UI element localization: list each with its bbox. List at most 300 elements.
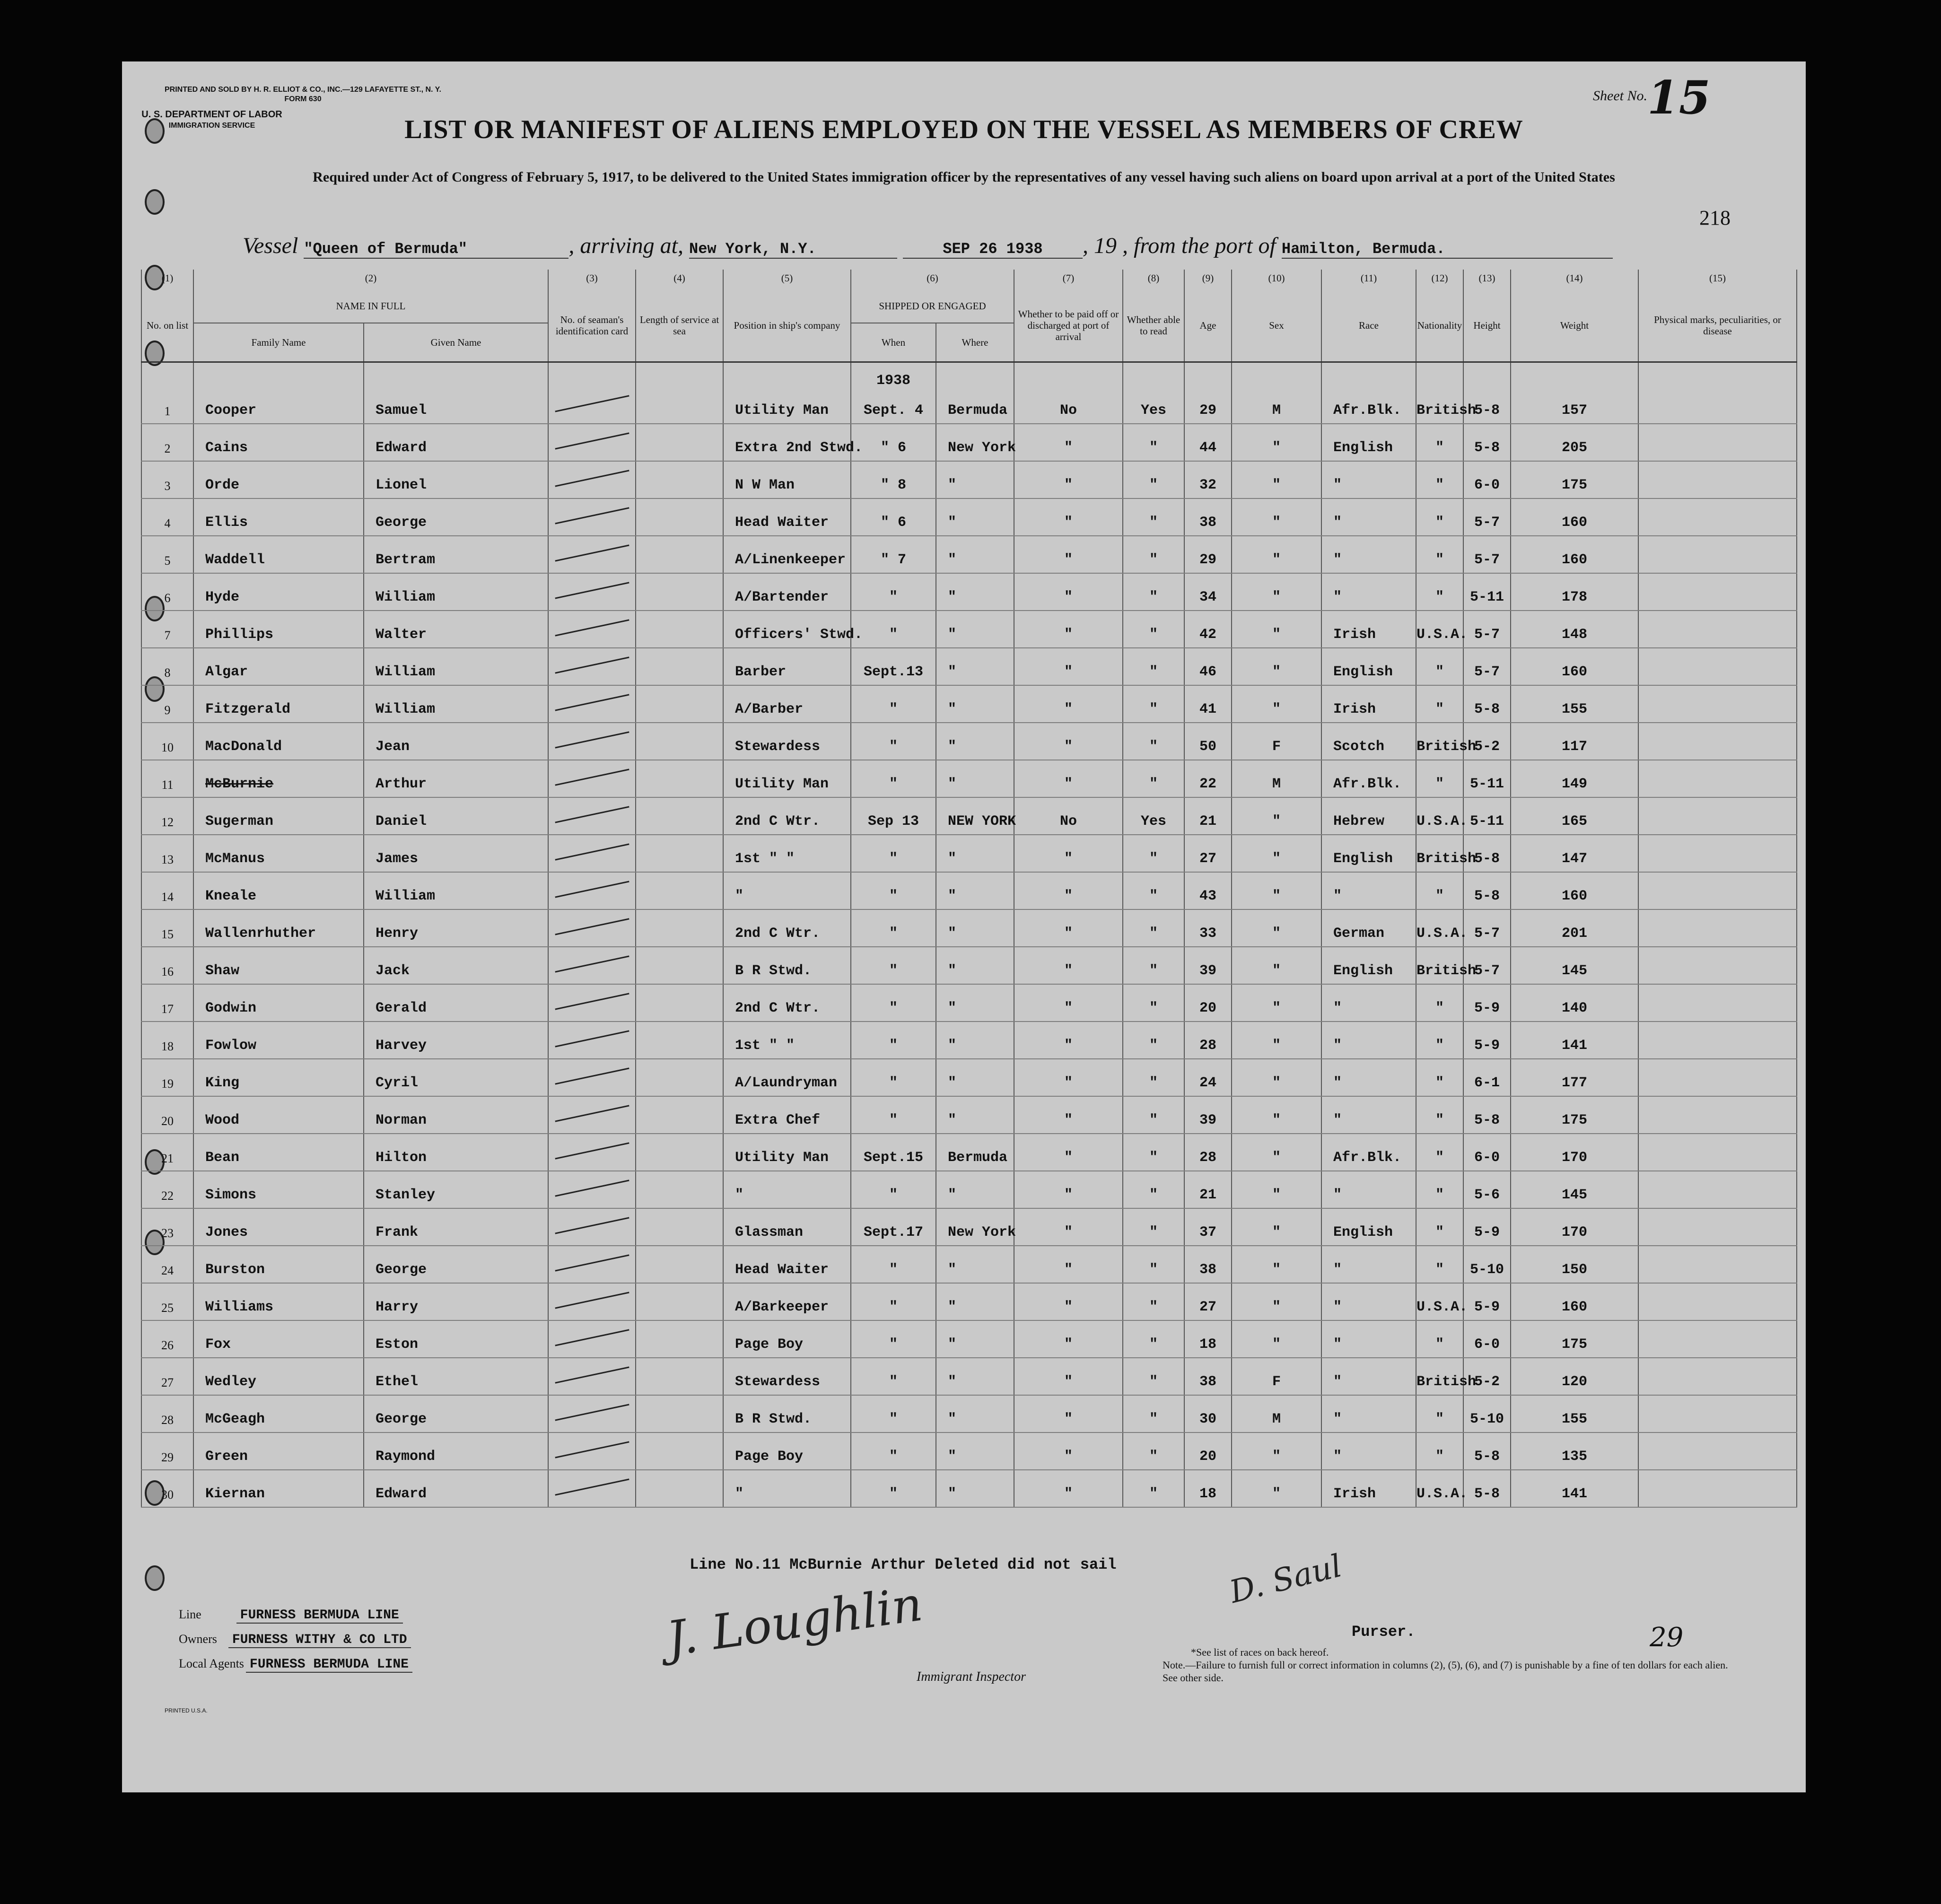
age: 28 [1184,1134,1232,1171]
sex: M [1232,760,1321,797]
race: " [1321,1320,1416,1358]
weight: 170 [1511,1208,1638,1246]
age: 21 [1184,797,1232,835]
position: " [723,1470,851,1507]
nationality-header: Nationality [1416,289,1463,362]
race: Irish [1321,685,1416,723]
row-number: 28 [141,1395,193,1432]
family-name: Wallenrhuther [193,909,364,947]
weight: 177 [1511,1059,1638,1096]
given-name: Stanley [364,1171,548,1208]
check-mark-icon [555,1217,629,1234]
sex: " [1232,835,1321,872]
paid-off: " [1014,1096,1123,1134]
shipped-where: " [936,1283,1014,1320]
able-to-read: " [1123,498,1184,536]
height: 6-0 [1463,1134,1511,1171]
able-to-read: " [1123,947,1184,984]
position: Utility Man [723,760,851,797]
col-num: (7) [1014,270,1123,289]
length-service-cell [636,461,723,498]
page-title: LIST OR MANIFEST OF ALIENS EMPLOYED ON THE VESSEL AS MEMBERS OF CREW [404,115,1523,144]
weight: 175 [1511,461,1638,498]
race: Irish [1321,611,1416,648]
marks-cell [1638,1059,1797,1096]
position: B R Stwd. [723,947,851,984]
marks-cell [1638,1358,1797,1395]
marks-cell [1638,1283,1797,1320]
crew-table-wrap [141,270,1796,1613]
id-card-tick [548,1171,636,1208]
able-to-read: " [1123,1320,1184,1358]
shipped-where: " [936,1246,1014,1283]
marks-cell [1638,1022,1797,1059]
table-row [141,1096,1797,1134]
table-row [141,1358,1797,1395]
age: 21 [1184,1171,1232,1208]
age: 39 [1184,947,1232,984]
nationality: " [1416,1432,1463,1470]
family-name: Sugerman [193,797,364,835]
family-name: Kiernan [193,1470,364,1507]
marks-cell [1638,611,1797,648]
nationality: U.S.A. [1416,1470,1463,1507]
length-service-cell [636,1022,723,1059]
handwritten-count: 29 [1650,1622,1684,1653]
length-service-cell [636,648,723,685]
col-num: (8) [1123,270,1184,289]
check-mark-icon [555,1329,629,1346]
race: " [1321,1395,1416,1432]
marks-cell [1638,536,1797,573]
weight: 205 [1511,424,1638,461]
paid-off: " [1014,1432,1123,1470]
row-number: 15 [141,909,193,947]
agents-value: FURNESS BERMUDA LINE [246,1657,412,1673]
id-card-tick [548,1022,636,1059]
shipped-when: " [851,1470,936,1507]
sex: " [1232,984,1321,1022]
nationality: " [1416,648,1463,685]
weight: 145 [1511,1171,1638,1208]
owners-value: FURNESS WITHY & CO LTD [228,1633,411,1648]
shipped-when: Sept.15 [851,1134,936,1171]
sex: " [1232,1134,1321,1171]
weight: 150 [1511,1246,1638,1283]
paid-off: " [1014,1208,1123,1246]
weight: 160 [1511,872,1638,909]
age: 18 [1184,1470,1232,1507]
length-service-cell [636,1395,723,1432]
weight: 141 [1511,1470,1638,1507]
shipped-where: " [936,1432,1014,1470]
row-number: 13 [141,835,193,872]
row-number: 26 [141,1320,193,1358]
length-service-cell [636,424,723,461]
age: 37 [1184,1208,1232,1246]
nationality: " [1416,760,1463,797]
shipped-when: " [851,1320,936,1358]
nationality: " [1416,1096,1463,1134]
family-name: McManus [193,835,364,872]
check-mark-icon [555,582,629,599]
able-to-read: " [1123,611,1184,648]
able-to-read: " [1123,1022,1184,1059]
given-name: Frank [364,1208,548,1246]
table-row [141,1171,1797,1208]
id-card-tick [548,573,636,611]
row-number: 30 [141,1470,193,1507]
shipped-where: " [936,835,1014,872]
family-name: McGeagh [193,1395,364,1432]
marks-cell [1638,1395,1797,1432]
race: English [1321,424,1416,461]
given-name: William [364,573,548,611]
nationality: " [1416,1320,1463,1358]
row-number: 4 [141,498,193,536]
shipped-where: " [936,573,1014,611]
check-mark-icon [555,731,629,748]
id-card-tick [548,797,636,835]
shipped-where: " [936,984,1014,1022]
check-mark-icon [555,1441,629,1458]
shipped-where: " [936,1171,1014,1208]
paid-off: " [1014,872,1123,909]
family-name-header: Family Name [193,323,364,362]
marks-cell [1638,872,1797,909]
able-to-read: " [1123,573,1184,611]
row-number: 8 [141,648,193,685]
given-name: William [364,872,548,909]
col-num: (1) [141,270,193,289]
given-name: Henry [364,909,548,947]
shipped-where: Bermuda [936,386,1014,424]
id-card-tick [548,909,636,947]
height: 5-11 [1463,573,1511,611]
nationality: British [1416,1358,1463,1395]
race: Hebrew [1321,797,1416,835]
row-number: 27 [141,1358,193,1395]
paid-off: " [1014,1059,1123,1096]
age: 39 [1184,1096,1232,1134]
position: Utility Man [723,386,851,424]
shipped-where: NEW YORK [936,797,1014,835]
shipped-where: " [936,685,1014,723]
race: " [1321,1096,1416,1134]
sex: " [1232,498,1321,536]
height: 5-7 [1463,648,1511,685]
nationality: " [1416,872,1463,909]
height: 5-8 [1463,1470,1511,1507]
table-row [141,1432,1797,1470]
able-to-read: Yes [1123,797,1184,835]
row-number: 20 [141,1096,193,1134]
table-row [141,909,1797,947]
height: 5-11 [1463,760,1511,797]
year-row [141,362,1797,387]
check-mark-icon [555,1067,629,1084]
shipped-when: " [851,1395,936,1432]
sex: " [1232,536,1321,573]
paid-off: " [1014,1283,1123,1320]
position: A/Linenkeeper [723,536,851,573]
age: 33 [1184,909,1232,947]
age: 20 [1184,984,1232,1022]
shipped-when: " [851,760,936,797]
table-row [141,797,1797,835]
given-name: Walter [364,611,548,648]
nationality: " [1416,1246,1463,1283]
row-number: 18 [141,1022,193,1059]
height: 6-0 [1463,1320,1511,1358]
nationality: " [1416,685,1463,723]
weight: 160 [1511,498,1638,536]
shipped-where: " [936,723,1014,760]
race: German [1321,909,1416,947]
check-mark-icon [555,1404,629,1421]
given-name: Harry [364,1283,548,1320]
id-card-tick [548,648,636,685]
weight: 157 [1511,386,1638,424]
table-row [141,1395,1797,1432]
nationality: U.S.A. [1416,909,1463,947]
row-number: 10 [141,723,193,760]
sex: " [1232,648,1321,685]
table-row [141,386,1797,424]
shipped-where: " [936,461,1014,498]
age: 27 [1184,835,1232,872]
race: " [1321,1283,1416,1320]
col-num: (4) [636,270,723,289]
col-num: (14) [1511,270,1638,289]
height: 5-9 [1463,984,1511,1022]
table-row [141,1134,1797,1171]
shipped-when: " [851,909,936,947]
age-header: Age [1184,289,1232,362]
check-mark-icon [555,619,629,636]
paid-off: " [1014,1022,1123,1059]
paid-off: " [1014,1358,1123,1395]
able-to-read: " [1123,835,1184,872]
shipped-when: " 6 [851,424,936,461]
race: " [1321,573,1416,611]
sex: " [1232,1022,1321,1059]
where-header: Where [936,323,1014,362]
age: 27 [1184,1283,1232,1320]
marks-cell [1638,760,1797,797]
position: Barber [723,648,851,685]
position: Page Boy [723,1432,851,1470]
sex: M [1232,386,1321,424]
position: A/Barber [723,685,851,723]
table-row [141,611,1797,648]
marks-cell [1638,386,1797,424]
given-name: Lionel [364,461,548,498]
position: Page Boy [723,1320,851,1358]
weight: 120 [1511,1358,1638,1395]
row-number: 22 [141,1171,193,1208]
able-to-read: " [1123,1470,1184,1507]
given-name: James [364,835,548,872]
table-row [141,685,1797,723]
nationality: " [1416,1395,1463,1432]
shipped-when: " [851,611,936,648]
position: Head Waiter [723,498,851,536]
col-num: (13) [1463,270,1511,289]
id-card-tick [548,1059,636,1096]
family-name: King [193,1059,364,1096]
table-row [141,984,1797,1022]
id-card-tick [548,1096,636,1134]
given-name: Edward [364,424,548,461]
length-service-cell [636,536,723,573]
family-name: Simons [193,1171,364,1208]
shipped-where: " [936,1395,1014,1432]
able-to-read: " [1123,1059,1184,1096]
paid-off: " [1014,611,1123,648]
check-mark-icon [555,955,629,972]
race: English [1321,1208,1416,1246]
position: Stewardess [723,1358,851,1395]
race: " [1321,1432,1416,1470]
paid-off: " [1014,424,1123,461]
position: A/Bartender [723,573,851,611]
height: 5-7 [1463,498,1511,536]
position: Head Waiter [723,1246,851,1283]
family-name: Cains [193,424,364,461]
able-to-read: " [1123,1134,1184,1171]
position: N W Man [723,461,851,498]
shipped-where: New York [936,424,1014,461]
sex: " [1232,1171,1321,1208]
shipped-when: " 7 [851,536,936,573]
paid-off: " [1014,723,1123,760]
length-service-cell [636,984,723,1022]
crew-table [141,270,1797,1508]
position: 2nd C Wtr. [723,984,851,1022]
id-card-header: No. of seaman's identification card [548,289,636,362]
paid-off: " [1014,947,1123,984]
weight: 145 [1511,947,1638,984]
able-to-read: " [1123,536,1184,573]
id-card-tick [548,536,636,573]
age: 44 [1184,424,1232,461]
shipped-where: " [936,1358,1014,1395]
weight: 160 [1511,536,1638,573]
check-mark-icon [555,432,629,449]
nationality: " [1416,536,1463,573]
nationality: " [1416,424,1463,461]
shipped-where: " [936,1022,1014,1059]
able-to-read: " [1123,1395,1184,1432]
height: 5-8 [1463,872,1511,909]
nationality: " [1416,984,1463,1022]
shipped-when: " [851,1283,936,1320]
arrival-port: New York, N.Y. [689,240,897,259]
shipped-when: Sept.13 [851,648,936,685]
table-row [141,1470,1797,1507]
family-name: Waddell [193,536,364,573]
race: English [1321,648,1416,685]
race: " [1321,536,1416,573]
deletion-note: Line No.11 McBurnie Arthur Deleted did not sail [690,1556,1117,1573]
col-num: (12) [1416,270,1463,289]
position: Utility Man [723,1134,851,1171]
shipped-when: " [851,947,936,984]
shipped-where: " [936,498,1014,536]
shipped-where: Bermuda [936,1134,1014,1171]
marks-cell [1638,498,1797,536]
sex: " [1232,685,1321,723]
weight: 140 [1511,984,1638,1022]
paid-off: " [1014,573,1123,611]
nationality: " [1416,1059,1463,1096]
race: " [1321,872,1416,909]
shipped-where: " [936,872,1014,909]
age: 38 [1184,1246,1232,1283]
paid-off-header: Whether to be paid off or discharged at port of arrival [1014,289,1123,362]
sex: " [1232,947,1321,984]
id-card-tick [548,1358,636,1395]
row-number: 29 [141,1432,193,1470]
weight: 170 [1511,1134,1638,1171]
id-card-tick [548,984,636,1022]
nationality: U.S.A. [1416,797,1463,835]
length-service-cell [636,1320,723,1358]
page-subtitle: Required under Act of Congress of February 5, 1917, to be delivered to the United States immigration officer by the representatives of any vessel having such aliens on board upon arrival at a port of the United States [313,169,1615,185]
inspector-signature: J. Loughlin [663,1576,926,1667]
given-name: Bertram [364,536,548,573]
age: 41 [1184,685,1232,723]
form-number: FORM 630 [284,95,322,103]
length-service-cell [636,872,723,909]
weight: 148 [1511,611,1638,648]
able-to-read: " [1123,1096,1184,1134]
weight: 160 [1511,648,1638,685]
printer-line: PRINTED AND SOLD BY H. R. ELLIOT & CO., INC.—129 LAFAYETTE ST., N. Y. [165,86,441,94]
family-name: Wedley [193,1358,364,1395]
nationality: British [1416,386,1463,424]
race-header: Race [1321,289,1416,362]
check-mark-icon [555,769,629,786]
age: 34 [1184,573,1232,611]
length-service-cell [636,909,723,947]
family-name: Hyde [193,573,364,611]
given-name: Daniel [364,797,548,835]
table-row [141,498,1797,536]
family-name: Fitzgerald [193,685,364,723]
height: 5-8 [1463,685,1511,723]
paid-off: " [1014,835,1123,872]
length-service-cell [636,947,723,984]
marks-header: Physical marks, peculiarities, or disease [1638,289,1797,362]
id-card-tick [548,461,636,498]
shipped-when: " [851,1358,936,1395]
id-card-tick [548,424,636,461]
family-name: Cooper [193,386,364,424]
height: 5-2 [1463,1358,1511,1395]
height: 5-6 [1463,1171,1511,1208]
manifest-sheet [122,61,1806,1792]
stamp-number: 218 [1699,206,1731,229]
shipped-when: " [851,1432,936,1470]
check-mark-icon [555,395,629,412]
position: 1st " " [723,835,851,872]
sex: F [1232,1358,1321,1395]
marks-cell [1638,1171,1797,1208]
nationality: U.S.A. [1416,1283,1463,1320]
table-row [141,1059,1797,1096]
